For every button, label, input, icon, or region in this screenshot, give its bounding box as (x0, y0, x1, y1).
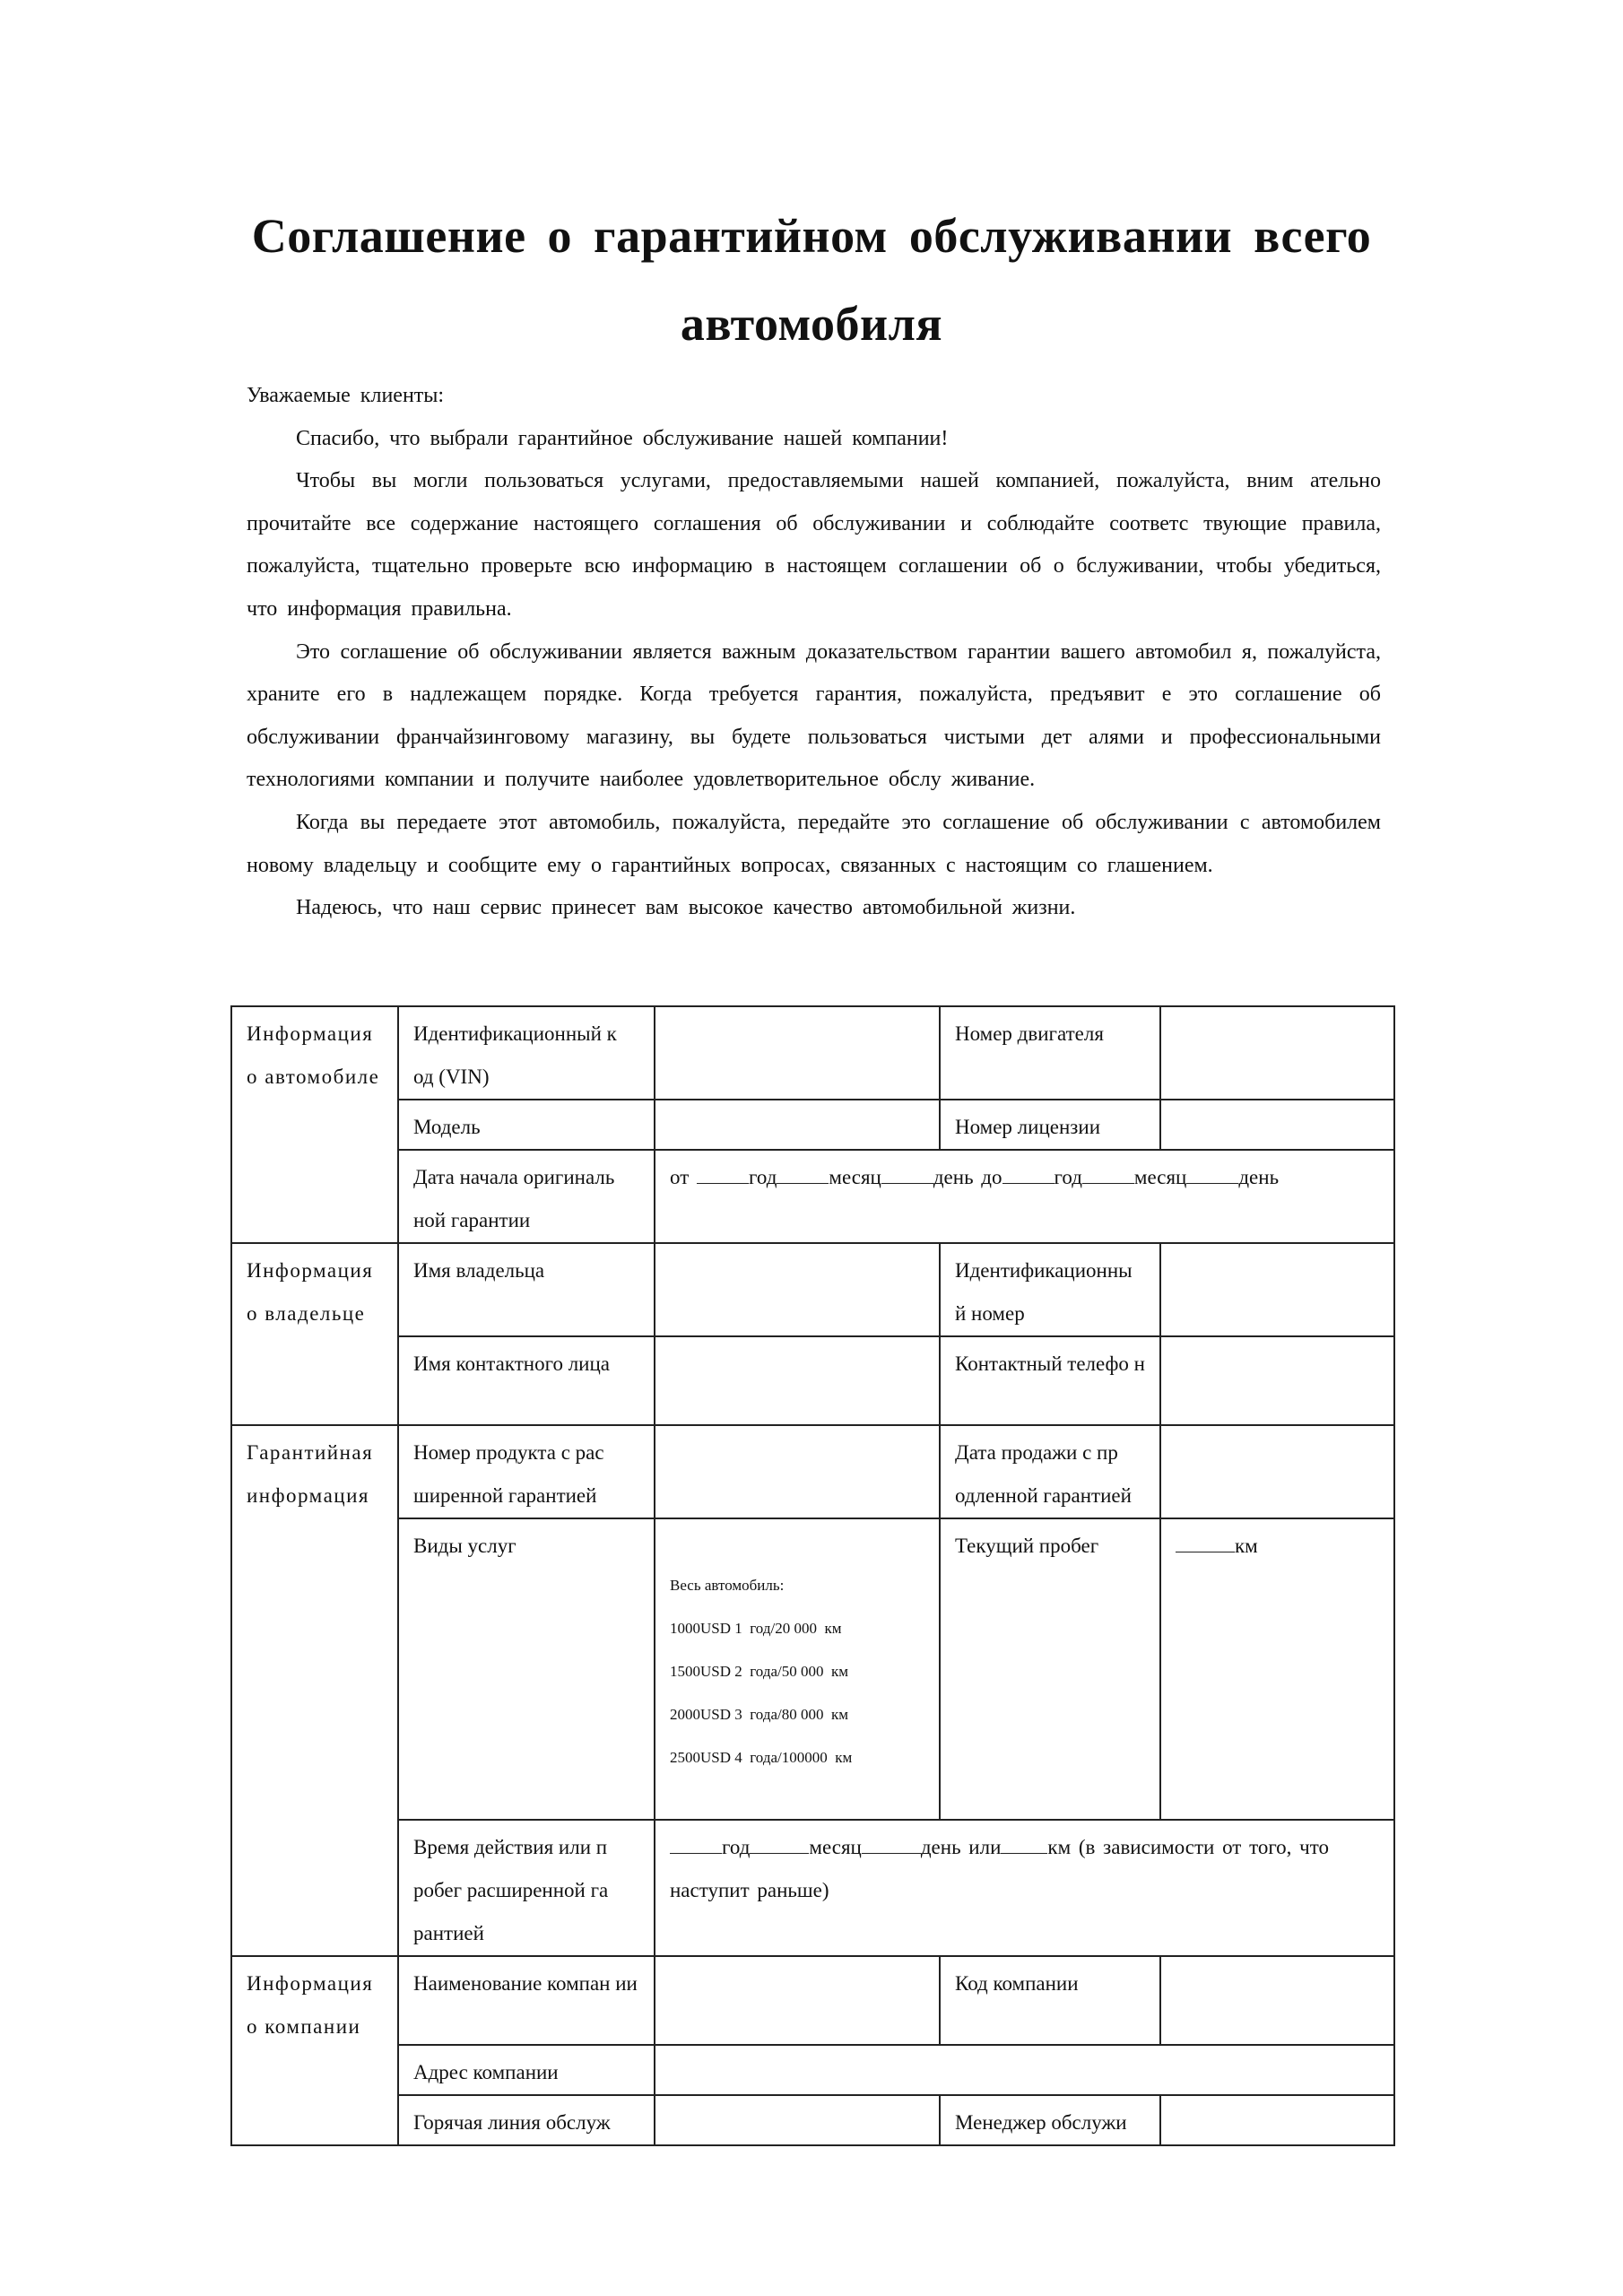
validity-label: Время действия или п робег расширенной га рантией (398, 1820, 655, 1956)
table-row (231, 1425, 1394, 1518)
vin-field[interactable] (655, 1006, 940, 1100)
owner-name-label: Имя владельца (398, 1243, 655, 1336)
license-number-field[interactable] (1160, 1100, 1394, 1150)
validity-month-blank[interactable] (750, 1833, 809, 1854)
day-to-text: день до (933, 1166, 1002, 1188)
original-warranty-start-label: Дата начала оригиналь ной гарантии (398, 1150, 655, 1243)
table-row (231, 2095, 1394, 2145)
contact-phone-field[interactable] (1160, 1336, 1394, 1425)
document-title-line-1: Соглашение о гарантийном обслуживании всего (251, 209, 1372, 263)
document-title-line-2: автомобиля (680, 297, 943, 351)
section-owner-info: Информация о владельце (231, 1243, 398, 1425)
owner-name-field[interactable] (655, 1243, 940, 1336)
engine-number-field[interactable] (1160, 1006, 1394, 1100)
section-company-info: Информация о компании (231, 1956, 398, 2145)
day-or-text: день или (920, 1836, 1002, 1858)
month-text: месяц (809, 1836, 862, 1858)
sale-date-label: Дата продажи с пр одленной гарантией (940, 1425, 1160, 1518)
section-warranty-info: Гарантийная информация (231, 1425, 398, 1956)
product-number-field[interactable] (655, 1425, 940, 1518)
engine-number-label: Номер двигателя (940, 1006, 1160, 1100)
license-number-label: Номер лицензии (940, 1100, 1160, 1150)
model-field[interactable] (655, 1100, 940, 1150)
paragraph-thanks: Спасибо, что выбрали гарантийное обслуживание нашей компании! (296, 426, 949, 450)
plan-option: 2000USD 3 года/80 000 км (670, 1706, 849, 1723)
company-address-label: Адрес компании (398, 2045, 655, 2095)
table-row (231, 1956, 1394, 2045)
company-code-label: Код компании (940, 1956, 1160, 2045)
contact-phone-label: Контактный телефо н (940, 1336, 1160, 1425)
company-name-field[interactable] (655, 1956, 940, 2045)
table-row (231, 1150, 1394, 1243)
service-manager-field[interactable] (1160, 2095, 1394, 2145)
service-types-label: Виды услуг (398, 1518, 655, 1820)
year-text: год (1054, 1166, 1082, 1188)
validity-field[interactable] (655, 1820, 1394, 1956)
validity-day-blank[interactable] (862, 1833, 921, 1854)
id-number-field[interactable] (1160, 1243, 1394, 1336)
service-manager-label: Менеджер обслужи (940, 2095, 1160, 2145)
letter-body (247, 375, 1381, 930)
table-row (231, 1100, 1394, 1150)
contact-name-field[interactable] (655, 1336, 940, 1425)
table-row (231, 1006, 1394, 1100)
company-address-field[interactable] (655, 2045, 1394, 2095)
paragraph-transfer: Когда вы передаете этот автомобиль, пожалуйста, передайте это соглашение об обслуживании с автомобилем новому владельцу и сообщите ему о гарантийных вопросах, связанных с настоящим со глашением. (247, 810, 1381, 877)
from-year-blank[interactable] (697, 1163, 749, 1184)
warranty-form-table (230, 1005, 1395, 2146)
plan-option: 2500USD 4 года/100000 км (670, 1749, 853, 1766)
id-number-label: Идентификационны й номер (940, 1243, 1160, 1336)
service-hotline-field[interactable] (655, 2095, 940, 2145)
day-text: день (1238, 1166, 1280, 1188)
service-plans-list (655, 1518, 940, 1820)
from-month-blank[interactable] (777, 1163, 829, 1184)
sale-date-field[interactable] (1160, 1425, 1394, 1518)
plans-heading: Весь автомобиль: (670, 1577, 785, 1594)
original-warranty-period-field[interactable] (655, 1150, 1394, 1243)
month-text: месяц (1133, 1166, 1187, 1188)
year-text: год (722, 1836, 751, 1858)
validity-tail-text: км (в зависимости от того, что наступит раньше) (670, 1836, 1330, 1901)
to-month-blank[interactable] (1082, 1163, 1134, 1184)
paragraph-closing: Надеюсь, что наш сервис принесет вам высокое качество автомобильной жизни. (296, 896, 1076, 920)
from-text: от (670, 1166, 690, 1188)
plan-option: 1000USD 1 год/20 000 км (670, 1620, 842, 1637)
to-day-blank[interactable] (1186, 1163, 1238, 1184)
contact-name-label: Имя контактного лица (398, 1336, 655, 1425)
current-mileage-field[interactable] (1160, 1518, 1394, 1820)
km-unit: км (1235, 1535, 1258, 1557)
company-name-label: Наименование компан ии (398, 1956, 655, 2045)
month-text: месяц (829, 1166, 881, 1188)
model-label: Модель (398, 1100, 655, 1150)
table-row (231, 1336, 1394, 1425)
paragraph-read-carefully: Чтобы вы могли пользоваться услугами, предоставляемыми нашей компанией, пожалуйста, вним ательно прочитайте все содержание настоящего соглашения об обслуживании и соблюдайте соответс твующие правила, пожалуйста, тщательно проверьте всю информацию в настоящем соглашении об о бслуживании, чтобы убедиться, что информация правильна. (247, 469, 1381, 621)
year-text: год (749, 1166, 777, 1188)
service-hotline-label: Горячая линия обслуж (398, 2095, 655, 2145)
product-number-label: Номер продукта с рас ширенной гарантией (398, 1425, 655, 1518)
greeting: Уважаемые клиенты: (247, 384, 445, 407)
company-code-field[interactable] (1160, 1956, 1394, 2045)
current-mileage-label: Текущий пробег (940, 1518, 1160, 1820)
paragraph-keep-agreement: Это соглашение об обслуживании является важным доказательством гарантии вашего автомобил я, пожалуйста, храните его в надлежащем порядке. Когда требуется гарантия, пожалуйста, предъявит е это соглашение об обслуживании франчайзинговому магазину, вы будете пользоваться чистыми дет алями и профессиональными технологиями компании и получите наиболее удовлетворительное обслу живание. (247, 639, 1381, 792)
table-row (231, 1820, 1394, 1956)
section-vehicle-info: Информация о автомобиле (231, 1006, 398, 1243)
vin-label: Идентификационный к од (VIN) (398, 1006, 655, 1100)
plan-option: 1500USD 2 года/50 000 км (670, 1663, 849, 1680)
from-day-blank[interactable] (881, 1163, 933, 1184)
table-row (231, 2045, 1394, 2095)
validity-year-blank[interactable] (670, 1833, 722, 1854)
table-row (231, 1518, 1394, 1820)
validity-km-blank[interactable] (1001, 1833, 1047, 1854)
to-year-blank[interactable] (1002, 1163, 1055, 1184)
table-row (231, 1243, 1394, 1336)
mileage-blank[interactable] (1176, 1532, 1235, 1552)
